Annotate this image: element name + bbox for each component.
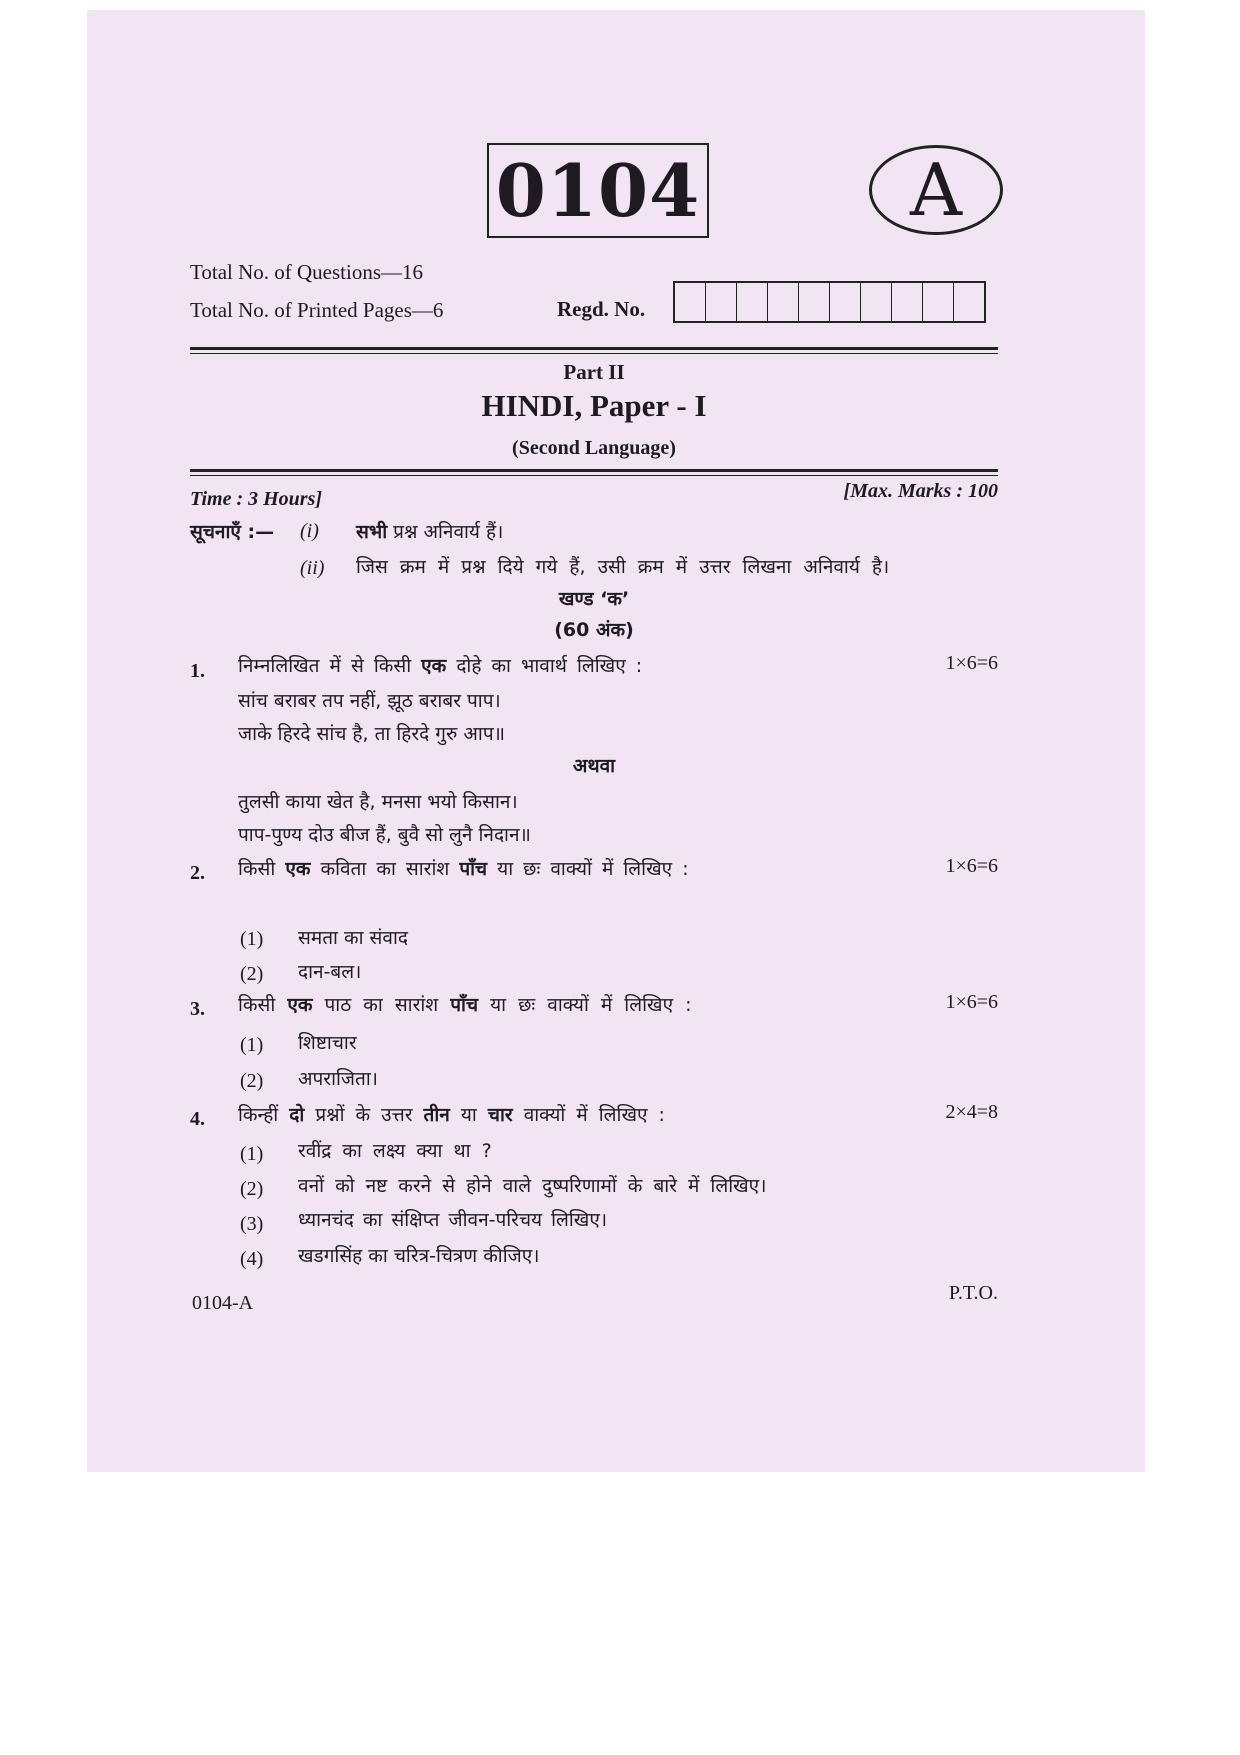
regd-box[interactable] — [892, 283, 923, 321]
question-emphasis: एक — [287, 994, 313, 1016]
divider — [190, 469, 998, 472]
doha-line: तुलसी काया खेत है, मनसा भयो किसान। — [238, 791, 518, 813]
time-allowed: Time : 3 Hours] — [190, 488, 323, 510]
instruction-number: (ii) — [300, 557, 325, 579]
question-text: किसी — [238, 858, 276, 880]
question-marks: 2×4=8 — [945, 1101, 998, 1123]
divider — [190, 347, 998, 350]
question-1 — [238, 652, 642, 678]
question-text: या छः वाक्यों में लिखिए : — [497, 858, 689, 880]
set-badge: A — [869, 145, 1003, 235]
regd-label: Regd. No. — [557, 297, 646, 321]
divider — [190, 475, 998, 476]
regd-box[interactable] — [799, 283, 830, 321]
option-number: (2) — [240, 1178, 264, 1200]
question-emphasis: पाँच — [450, 994, 479, 1016]
option-number: (4) — [240, 1248, 264, 1270]
total-pages: Total No. of Printed Pages—6 — [190, 298, 444, 322]
question-number: 3. — [190, 998, 205, 1020]
regd-box[interactable] — [706, 283, 737, 321]
option-number: (3) — [240, 1213, 264, 1235]
regd-box[interactable] — [954, 283, 984, 321]
regd-box[interactable] — [768, 283, 799, 321]
option-text: शिष्टाचार — [298, 1032, 357, 1054]
footer-code: 0104-A — [192, 1292, 254, 1314]
question-2 — [238, 855, 689, 881]
subject-title: HINDI, Paper - I — [481, 388, 707, 423]
option-number: (1) — [240, 1143, 264, 1165]
total-questions: Total No. of Questions—16 — [190, 260, 424, 284]
option-number: (1) — [240, 928, 264, 950]
question-number: 1. — [190, 660, 205, 682]
regd-box[interactable] — [861, 283, 892, 321]
question-4 — [238, 1101, 665, 1127]
question-text: निम्नलिखित में से किसी — [238, 655, 412, 677]
question-text: प्रश्नों के उत्तर — [315, 1104, 413, 1126]
question-emphasis: तीन — [423, 1104, 450, 1126]
option-text: अपराजिता। — [298, 1068, 378, 1090]
instruction-2: जिस क्रम में प्रश्न दिये गये हैं, उसी क्रम में उत्तर लिखना अनिवार्य है। — [356, 556, 890, 578]
option-text: समता का संवाद — [298, 927, 408, 949]
section-marks: (60 अंक) — [554, 619, 634, 641]
question-number: 2. — [190, 862, 205, 884]
question-text: कविता का सारांश — [320, 858, 450, 880]
option-number: (2) — [240, 1070, 264, 1092]
instructions-label: सूचनाएँ :— — [190, 521, 275, 543]
doha-line: जाके हिरदे सांच है, ता हिरदे गुरु आप॥ — [238, 723, 505, 745]
question-text: दोहे का भावार्थ लिखिए : — [456, 655, 643, 677]
instruction-1 — [356, 518, 503, 544]
divider — [190, 353, 998, 354]
option-text: ध्यानचंद का संक्षिप्त जीवन-परिचय लिखिए। — [298, 1209, 608, 1231]
option-text: खडगसिंह का चरित्र-चित्रण कीजिए। — [298, 1245, 540, 1267]
question-marks: 1×6=6 — [945, 855, 998, 877]
question-text: किन्हीं — [238, 1104, 279, 1126]
regd-number-boxes[interactable] — [673, 281, 986, 323]
max-marks: [Max. Marks : 100 — [843, 480, 998, 502]
question-text: किसी — [238, 994, 276, 1016]
regd-box[interactable] — [737, 283, 768, 321]
question-marks: 1×6=6 — [945, 652, 998, 674]
question-emphasis: पाँच — [459, 858, 488, 880]
regd-box[interactable] — [830, 283, 861, 321]
question-3 — [238, 991, 692, 1017]
option-text: रवींद्र का लक्ष्य क्या था ? — [298, 1140, 492, 1162]
question-text: वाक्यों में लिखिए : — [523, 1104, 665, 1126]
subtitle: (Second Language) — [512, 437, 676, 459]
question-text: पाठ का सारांश — [324, 994, 439, 1016]
footer-pto: P.T.O. — [948, 1282, 998, 1304]
regd-box[interactable] — [923, 283, 954, 321]
question-emphasis: दो — [289, 1104, 305, 1126]
question-text: या — [460, 1104, 477, 1126]
doha-line: पाप-पुण्य दोउ बीज हैं, बुवै सो लुनै निदान॥ — [238, 824, 531, 846]
option-number: (2) — [240, 963, 264, 985]
question-number: 4. — [190, 1108, 205, 1130]
option-number: (1) — [240, 1034, 264, 1056]
option-text: वनों को नष्ट करने से होने वाले दुष्परिणामों के बारे में लिखिए। — [298, 1175, 767, 1197]
doha-line: सांच बराबर तप नहीं, झूठ बराबर पाप। — [238, 690, 501, 712]
question-emphasis: चार — [487, 1104, 513, 1126]
instruction-text: प्रश्न अनिवार्य हैं। — [393, 521, 504, 543]
question-text: या छः वाक्यों में लिखिए : — [490, 994, 692, 1016]
question-emphasis: एक — [285, 858, 311, 880]
regd-box[interactable] — [675, 283, 706, 321]
instruction-number: (i) — [300, 520, 319, 542]
or-separator: अथवा — [572, 755, 616, 777]
option-text: दान-बल। — [298, 961, 362, 983]
question-emphasis: एक — [421, 655, 447, 677]
instruction-emphasis: सभी — [356, 521, 388, 543]
part-label: Part II — [563, 360, 625, 384]
section-name: खण्ड ‘क’ — [558, 588, 630, 610]
question-marks: 1×6=6 — [945, 991, 998, 1013]
paper-code: 0104 — [487, 143, 709, 238]
